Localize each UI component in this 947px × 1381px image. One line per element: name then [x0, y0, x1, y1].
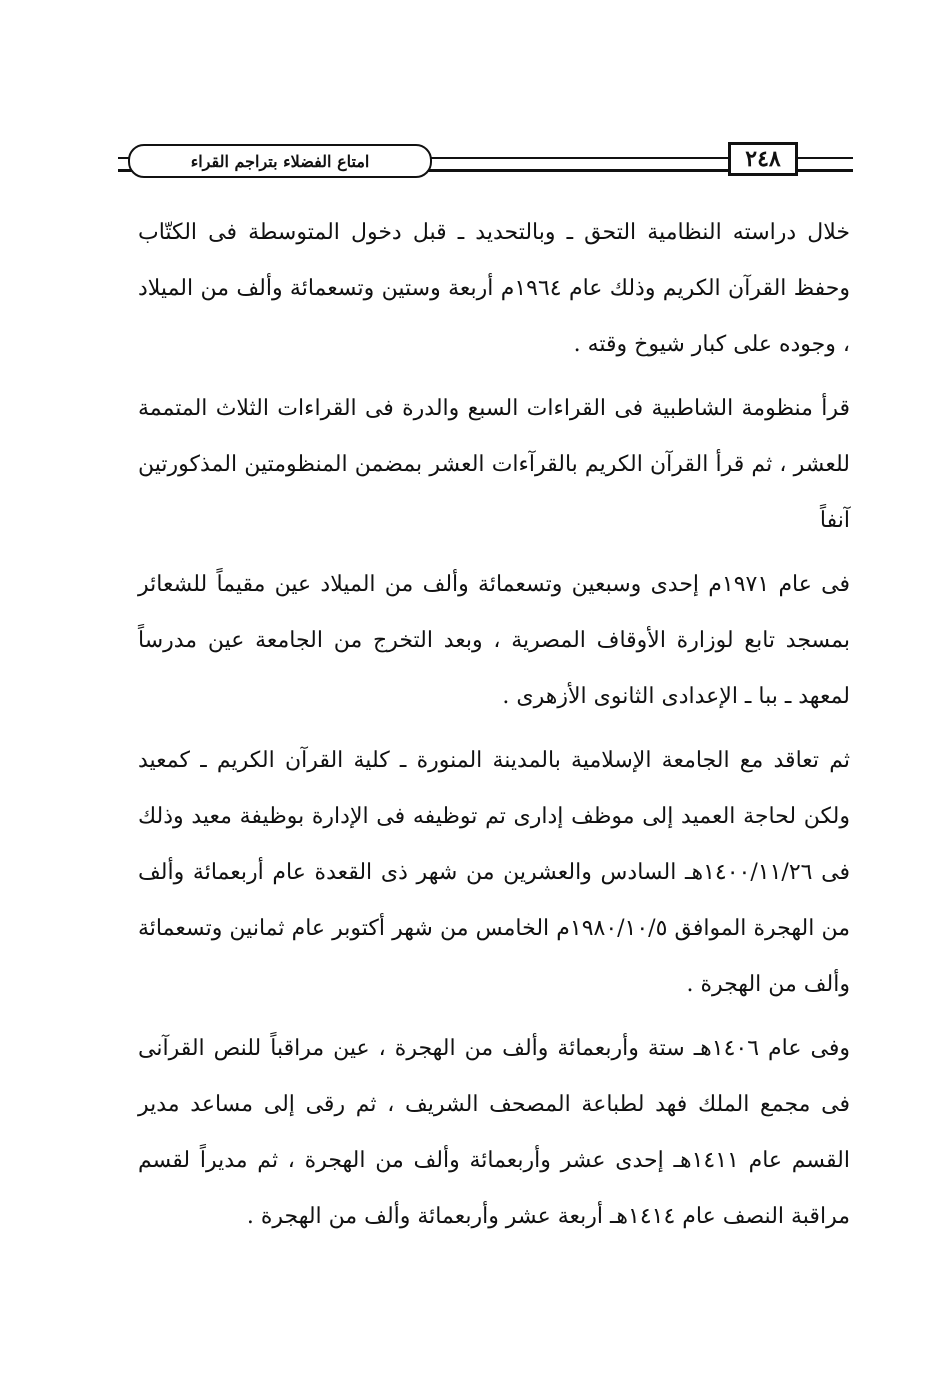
paragraph: ثم تعاقد مع الجامعة الإسلامية بالمدينة المنورة ـ كلية القرآن الكريم ـ كمعيد ولكن لحاجة العميد إلى موظف إدارى تم توظيفه فى الإدارة بوظيفة معيد وذلك فى ١٤٠٠/١١/٢٦هـ السادس والعشرين من شهر ذى القعدة عام أربعمائة وألف من الهجرة الموافق ١٩٨٠/١٠/٥م الخامس من شهر أكتوبر عام ثمانين وتسعمائة وألف من الهجرة . — [138, 748, 850, 997]
body-text — [138, 205, 850, 1253]
paragraph: قرأ منظومة الشاطبية فى القراءات السبع والدرة فى القراءات الثلاث المتممة للعشر ، ثم قرأ القرآن الكريم بالقرآءات العشر بمضمن المنظومتين المذكورتين آنفاً — [138, 396, 850, 533]
page-header — [118, 142, 853, 180]
paragraph: فى عام ١٩٧١م إحدى وسبعين وتسعمائة وألف من الميلاد عين مقيماً للشعائر بمسجد تابع لوزارة الأوقاف المصرية ، وبعد التخرج من الجامعة عين مدرساً لمعهد ـ ببا ـ الإعدادى الثانوى الأزهرى . — [138, 572, 850, 709]
page-number: ٢٤٨ — [728, 142, 798, 176]
paragraph: وفى عام ١٤٠٦هـ ستة وأربعمائة وألف من الهجرة ، عين مراقباً للنص القرآنى فى مجمع الملك فهد لطباعة المصحف الشريف ، ثم رقى إلى مساعد مدير القسم عام ١٤١١هـ إحدى عشر وأربعمائة وألف من الهجرة ، ثم مديراً لقسم مراقبة النصف عام ١٤١٤هـ أربعة عشر وأربعمائة وألف من الهجرة . — [138, 1036, 850, 1229]
paragraph: خلال دراسته النظامية التحق ـ وبالتحديد ـ قبل دخول المتوسطة فى الكتّاب وحفظ القرآن الكريم وذلك عام ١٩٦٤م أربعة وستين وتسعمائة وألف من الميلاد ، وجوده على كبار شيوخ وقته . — [138, 220, 850, 357]
running-title: امتاع الفضلاء بتراجم القراء — [128, 144, 432, 178]
